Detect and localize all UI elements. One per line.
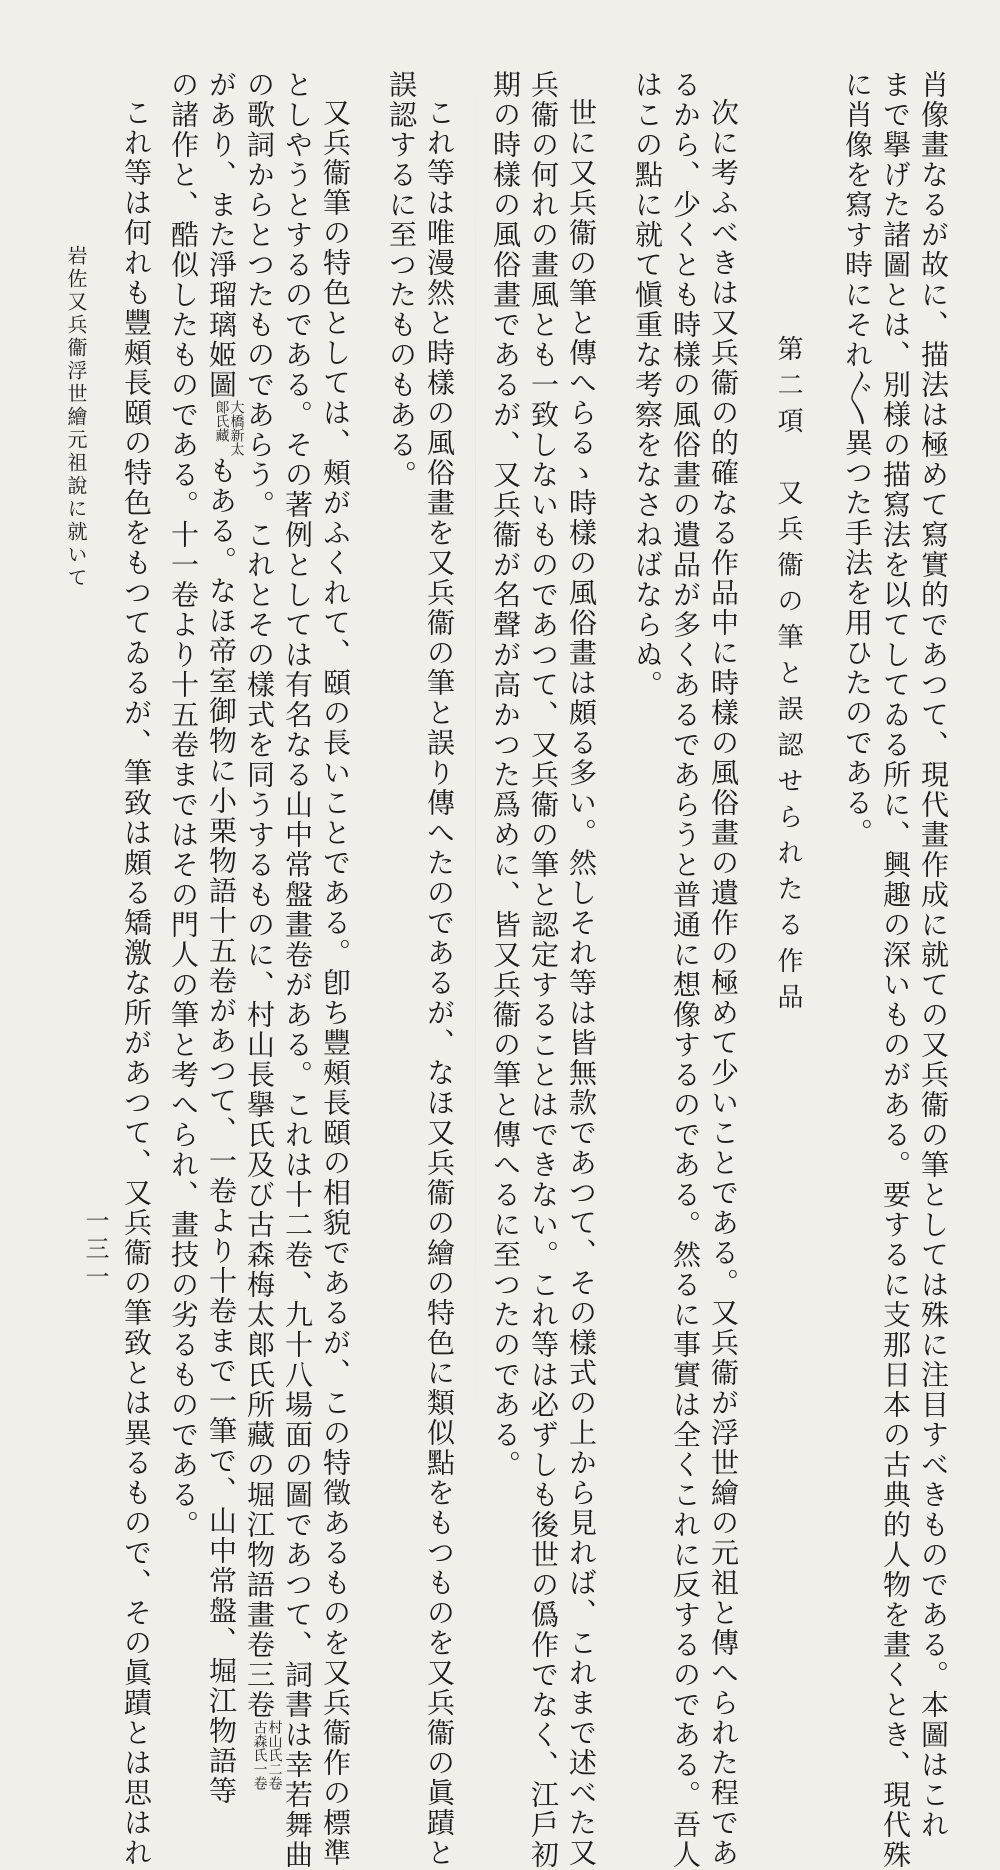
text-line-8: 兵衞の何れの畫風とも一致しないものであつて、又兵衞の筆と認定することはできない。これ等は必ずしも後世の僞作でなく、江戶初 <box>527 70 560 1870</box>
page-number: 一三一 <box>81 1208 109 1292</box>
text-line-9: 期の時樣の風俗畫であるが、又兵衞が名聲が高かつた爲めに、皆又兵衞の筆と傳へるに至つたのである。 <box>489 70 522 1480</box>
text-line-15 <box>203 70 244 1806</box>
text-line-10: これ等は唯漫然と時樣の風俗畫を又兵衞の筆と誤り傳へたのであるが、なほ又兵衞の繪の特色に類似點をもつものを又兵衞の眞蹟と <box>423 98 456 1868</box>
warichu-note-1-b: 古森氏一卷 <box>251 1720 268 1790</box>
warichu-note-2 <box>214 400 244 456</box>
text-line-11: 誤認するに至つたものもある。 <box>385 70 418 490</box>
text-line-12: 又兵衞筆の特色としては、頰がふくれて、頤の長いことである。卽ち豐頰長頤の相貌であるが、この特徵あるものを又兵衞作の標準 <box>319 98 352 1868</box>
text-line-15-tail: もある。なほ帝室御物に小栗物語十五卷があつて、一卷より十卷まで一筆で、山中常盤、堀江物語等 <box>205 456 238 1806</box>
warichu-note-1-a: 村山氏二卷 <box>266 1720 283 1790</box>
text-line-13: としやうとするのである。その著例としては有名なる山中常盤畫卷がある。これは十二卷、九十八場面の圖であつて、詞書は幸若舞曲 <box>281 70 314 1870</box>
text-line-7: 世に又兵衞の筆と傳へらるゝ時樣の風俗畫は頗る多い。然しそれ等は皆無款であつて、その樣式の上から見れば、これまで述べた又 <box>565 98 598 1868</box>
text-line-17: これ等は何れも豐頰長頤の特色をもつてゐるが、筆致は頗る矯激な所があつて、又兵衞の筆致とは異るもので、その眞蹟とは思はれ <box>120 98 153 1868</box>
text-line-3: に肖像を寫す時にそれ〲異つた手法を用ひたのである。 <box>841 70 874 848</box>
text-line-5: るから、少くとも時樣の風俗畫の遺品が多くあるであらうと普通に想像するのである。然るに事實は全くこれに反するのである。吾人 <box>669 70 702 1870</box>
text-line-14-body: の歌詞からとつたものであらう。これとその樣式を同うするものに、村山長擧氏及び古森梅太郞氏所藏の堀江物語畫卷三卷 <box>243 70 276 1720</box>
text-line-16: の諸作と、酷似したものである。十一卷より十五卷まではその門人の筆と考へられ、畫技の劣るものである。 <box>167 70 200 1540</box>
text-line-6: はこの點に就て愼重な考察をなさねばならぬ。 <box>631 70 664 700</box>
text-line-14 <box>241 70 282 1790</box>
text-line-15-head: があり、また淨瑠璃姬圖 <box>205 70 238 400</box>
text-line-1: 肖像畫なるが故に、描法は極めて寫實的であつて、現代畫作成に就ての又兵衞の筆としては殊に注目すべきものである。本圖はこれ <box>917 70 950 1840</box>
text-line-4: 次に考ふべきは又兵衞の的確なる作品中に時樣の風俗畫の遺作の極めて少いことである。又兵衞が浮世繪の元祖と傳へられた程であ <box>707 98 740 1868</box>
warichu-note-2-b: 郞氏藏 <box>213 400 230 442</box>
warichu-note-1 <box>252 1720 282 1790</box>
warichu-note-2-a: 大橋新太 <box>228 400 245 456</box>
section-heading: 第二項 又兵衞の筆と誤認せられたる作品 <box>773 335 803 1019</box>
running-title: 岩佐又兵衞浮世繪元祖說に就いて <box>64 245 88 590</box>
page-crease <box>475 0 476 1496</box>
text-line-2: まで擧げた諸圖とは、別様の描寫法を以てしてゐる所に、興趣の深いものがある。要するに支那日本の古典的人物を畫くとき、現代殊 <box>879 70 912 1870</box>
